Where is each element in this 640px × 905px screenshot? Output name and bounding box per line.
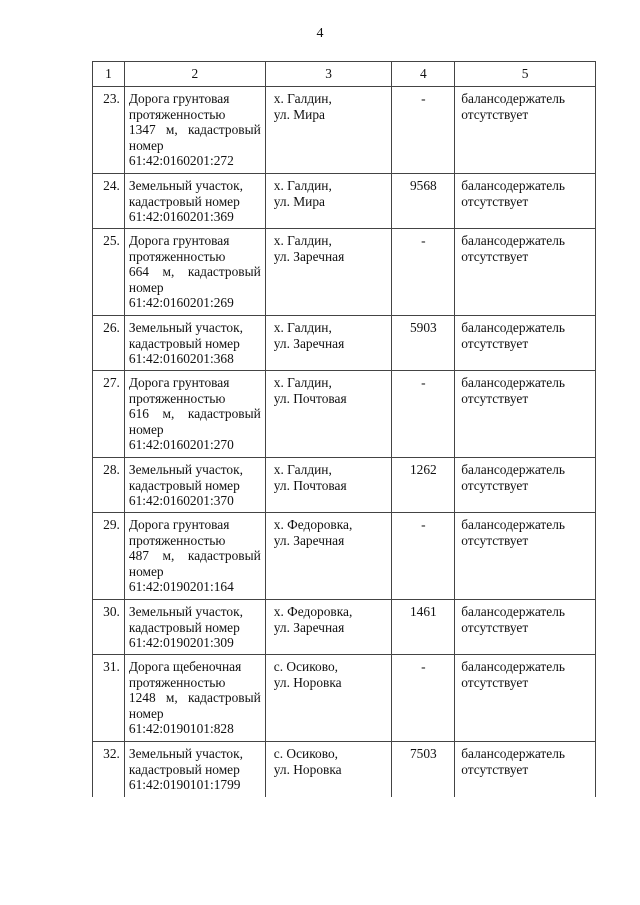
table-row bbox=[93, 655, 596, 742]
object-name-line: кадастровый номер bbox=[128, 477, 240, 493]
column-header: 3 bbox=[265, 62, 392, 87]
object-name-line: протяженностью bbox=[128, 248, 226, 264]
object-name-line: кадастровый номер bbox=[128, 193, 240, 209]
page-number: 4 bbox=[316, 26, 324, 41]
object-address-line: ул. Норовка bbox=[273, 674, 342, 690]
object-address bbox=[265, 513, 392, 600]
column-header: 2 bbox=[124, 62, 265, 87]
object-address bbox=[265, 87, 392, 174]
object-name-line: 61:42:0190201:164 bbox=[128, 579, 234, 595]
object-address-line: ул. Норовка bbox=[273, 761, 342, 777]
object-address bbox=[265, 655, 392, 742]
object-name-line: номер bbox=[128, 279, 164, 295]
balance-holder-line: балансодержатель bbox=[461, 233, 566, 248]
object-name bbox=[124, 513, 265, 600]
balance-holder-line: балансодержатель bbox=[461, 746, 566, 761]
object-name-line: протяженностью bbox=[128, 532, 226, 548]
balance-holder-line: отсутствует bbox=[461, 532, 529, 548]
object-address-line: х. Галдин, bbox=[273, 320, 332, 335]
column-header: 5 bbox=[455, 62, 596, 87]
object-name bbox=[124, 229, 265, 316]
object-address bbox=[265, 316, 392, 371]
object-name bbox=[124, 87, 265, 174]
object-name-line: 61:42:0190201:309 bbox=[128, 635, 234, 651]
balance-holder bbox=[455, 513, 596, 600]
column-number-header-row bbox=[93, 62, 596, 87]
object-address-line: с. Осиково, bbox=[273, 746, 338, 761]
table-body bbox=[93, 87, 596, 797]
balance-holder bbox=[455, 458, 596, 513]
object-area: - bbox=[392, 229, 455, 316]
object-name-line: Дорога щебеночная bbox=[128, 659, 242, 674]
table-row bbox=[93, 174, 596, 229]
object-name-line: 61:42:0160201:370 bbox=[128, 493, 234, 509]
balance-holder bbox=[455, 371, 596, 458]
object-area: 1262 bbox=[392, 458, 455, 513]
object-name-line: 61:42:0160201:270 bbox=[128, 437, 234, 453]
row-number: 27. bbox=[93, 371, 125, 458]
object-address-line: ул. Мира bbox=[273, 106, 325, 122]
balance-holder-line: отсутствует bbox=[461, 761, 529, 777]
table-row bbox=[93, 87, 596, 174]
object-address-line: ул. Почтовая bbox=[273, 390, 347, 406]
row-number: 24. bbox=[93, 174, 125, 229]
object-name-line: Дорога грунтовая bbox=[128, 517, 230, 532]
object-name-line: 1347 м, кадастровый bbox=[128, 122, 261, 138]
balance-holder-line: отсутствует bbox=[461, 390, 529, 406]
object-name-line: 61:42:0190101:828 bbox=[128, 721, 234, 737]
object-name-line: Дорога грунтовая bbox=[128, 375, 230, 390]
balance-holder-line: балансодержатель bbox=[461, 659, 566, 674]
object-name-line: номер bbox=[128, 421, 164, 437]
balance-holder-line: балансодержатель bbox=[461, 375, 566, 390]
object-name-line: Дорога грунтовая bbox=[128, 233, 230, 248]
table-row bbox=[93, 371, 596, 458]
object-area: - bbox=[392, 655, 455, 742]
object-name-line: кадастровый номер bbox=[128, 619, 240, 635]
balance-holder-line: балансодержатель bbox=[461, 517, 566, 532]
object-name-line: 1248 м, кадастровый bbox=[128, 690, 261, 706]
object-address bbox=[265, 174, 392, 229]
object-address bbox=[265, 742, 392, 797]
row-number: 26. bbox=[93, 316, 125, 371]
object-address-line: ул. Заречная bbox=[273, 619, 345, 635]
table-row bbox=[93, 458, 596, 513]
object-name bbox=[124, 600, 265, 655]
table-row bbox=[93, 742, 596, 797]
object-name bbox=[124, 174, 265, 229]
column-header: 1 bbox=[93, 62, 125, 87]
row-number: 30. bbox=[93, 600, 125, 655]
object-address-line: х. Галдин, bbox=[273, 462, 332, 477]
object-address-line: х. Галдин, bbox=[273, 91, 332, 106]
object-name-line: кадастровый номер bbox=[128, 761, 240, 777]
balance-holder-line: отсутствует bbox=[461, 193, 529, 209]
object-name-line: Земельный участок, bbox=[128, 320, 243, 335]
object-address-line: ул. Почтовая bbox=[273, 477, 347, 493]
balance-holder-line: отсутствует bbox=[461, 335, 529, 351]
object-name-line: 61:42:0190101:1799 bbox=[128, 777, 241, 793]
object-area: - bbox=[392, 371, 455, 458]
balance-holder-line: балансодержатель bbox=[461, 604, 566, 619]
balance-holder-line: балансодержатель bbox=[461, 462, 566, 477]
object-name bbox=[124, 655, 265, 742]
property-registry-table bbox=[92, 61, 596, 797]
balance-holder bbox=[455, 316, 596, 371]
row-number: 32. bbox=[93, 742, 125, 797]
row-number: 31. bbox=[93, 655, 125, 742]
object-name bbox=[124, 371, 265, 458]
balance-holder bbox=[455, 742, 596, 797]
object-address-line: х. Галдин, bbox=[273, 178, 332, 193]
object-address-line: х. Галдин, bbox=[273, 375, 332, 390]
object-name-line: 61:42:0160201:272 bbox=[128, 153, 234, 169]
object-address-line: х. Федоровка, bbox=[273, 604, 353, 619]
object-address-line: х. Федоровка, bbox=[273, 517, 353, 532]
object-name-line: 61:42:0160201:369 bbox=[128, 209, 234, 225]
row-number: 29. bbox=[93, 513, 125, 600]
object-area: - bbox=[392, 513, 455, 600]
object-name-line: 664 м, кадастровый bbox=[128, 264, 261, 280]
object-address-line: ул. Заречная bbox=[273, 532, 345, 548]
object-name-line: Земельный участок, bbox=[128, 178, 243, 193]
table-row bbox=[93, 316, 596, 371]
object-name-line: 61:42:0160201:368 bbox=[128, 351, 234, 367]
object-name-line: номер bbox=[128, 563, 164, 579]
object-name-line: 616 м, кадастровый bbox=[128, 406, 261, 422]
object-name-line: кадастровый номер bbox=[128, 335, 240, 351]
object-name-line: Земельный участок, bbox=[128, 604, 243, 619]
object-address-line: х. Галдин, bbox=[273, 233, 332, 248]
balance-holder-line: балансодержатель bbox=[461, 320, 566, 335]
object-name-line: Земельный участок, bbox=[128, 462, 243, 477]
object-address-line: с. Осиково, bbox=[273, 659, 338, 674]
balance-holder-line: отсутствует bbox=[461, 619, 529, 635]
object-name-line: протяженностью bbox=[128, 674, 226, 690]
balance-holder-line: отсутствует bbox=[461, 106, 529, 122]
table-row bbox=[93, 600, 596, 655]
row-number: 28. bbox=[93, 458, 125, 513]
object-name-line: Дорога грунтовая bbox=[128, 91, 230, 106]
object-name bbox=[124, 458, 265, 513]
balance-holder bbox=[455, 87, 596, 174]
balance-holder-line: балансодержатель bbox=[461, 178, 566, 193]
object-name-line: протяженностью bbox=[128, 106, 226, 122]
object-address-line: ул. Мира bbox=[273, 193, 325, 209]
object-address bbox=[265, 371, 392, 458]
object-name-line: 61:42:0160201:269 bbox=[128, 295, 234, 311]
object-address-line: ул. Заречная bbox=[273, 248, 345, 264]
object-area: 5903 bbox=[392, 316, 455, 371]
object-name-line: Земельный участок, bbox=[128, 746, 243, 761]
balance-holder-line: балансодержатель bbox=[461, 91, 566, 106]
object-address bbox=[265, 458, 392, 513]
object-area: 9568 bbox=[392, 174, 455, 229]
table-row bbox=[93, 229, 596, 316]
object-name bbox=[124, 742, 265, 797]
balance-holder-line: отсутствует bbox=[461, 248, 529, 264]
column-header: 4 bbox=[392, 62, 455, 87]
object-name-line: номер bbox=[128, 705, 164, 721]
object-name bbox=[124, 316, 265, 371]
row-number: 23. bbox=[93, 87, 125, 174]
object-name-line: протяженностью bbox=[128, 390, 226, 406]
object-address bbox=[265, 600, 392, 655]
object-area: 7503 bbox=[392, 742, 455, 797]
object-address-line: ул. Заречная bbox=[273, 335, 345, 351]
balance-holder bbox=[455, 229, 596, 316]
balance-holder-line: отсутствует bbox=[461, 674, 529, 690]
object-area: 1461 bbox=[392, 600, 455, 655]
object-area: - bbox=[392, 87, 455, 174]
object-name-line: номер bbox=[128, 137, 164, 153]
balance-holder bbox=[455, 655, 596, 742]
object-address bbox=[265, 229, 392, 316]
balance-holder bbox=[455, 600, 596, 655]
object-name-line: 487 м, кадастровый bbox=[128, 548, 261, 564]
balance-holder-line: отсутствует bbox=[461, 477, 529, 493]
row-number: 25. bbox=[93, 229, 125, 316]
table-row bbox=[93, 513, 596, 600]
balance-holder bbox=[455, 174, 596, 229]
